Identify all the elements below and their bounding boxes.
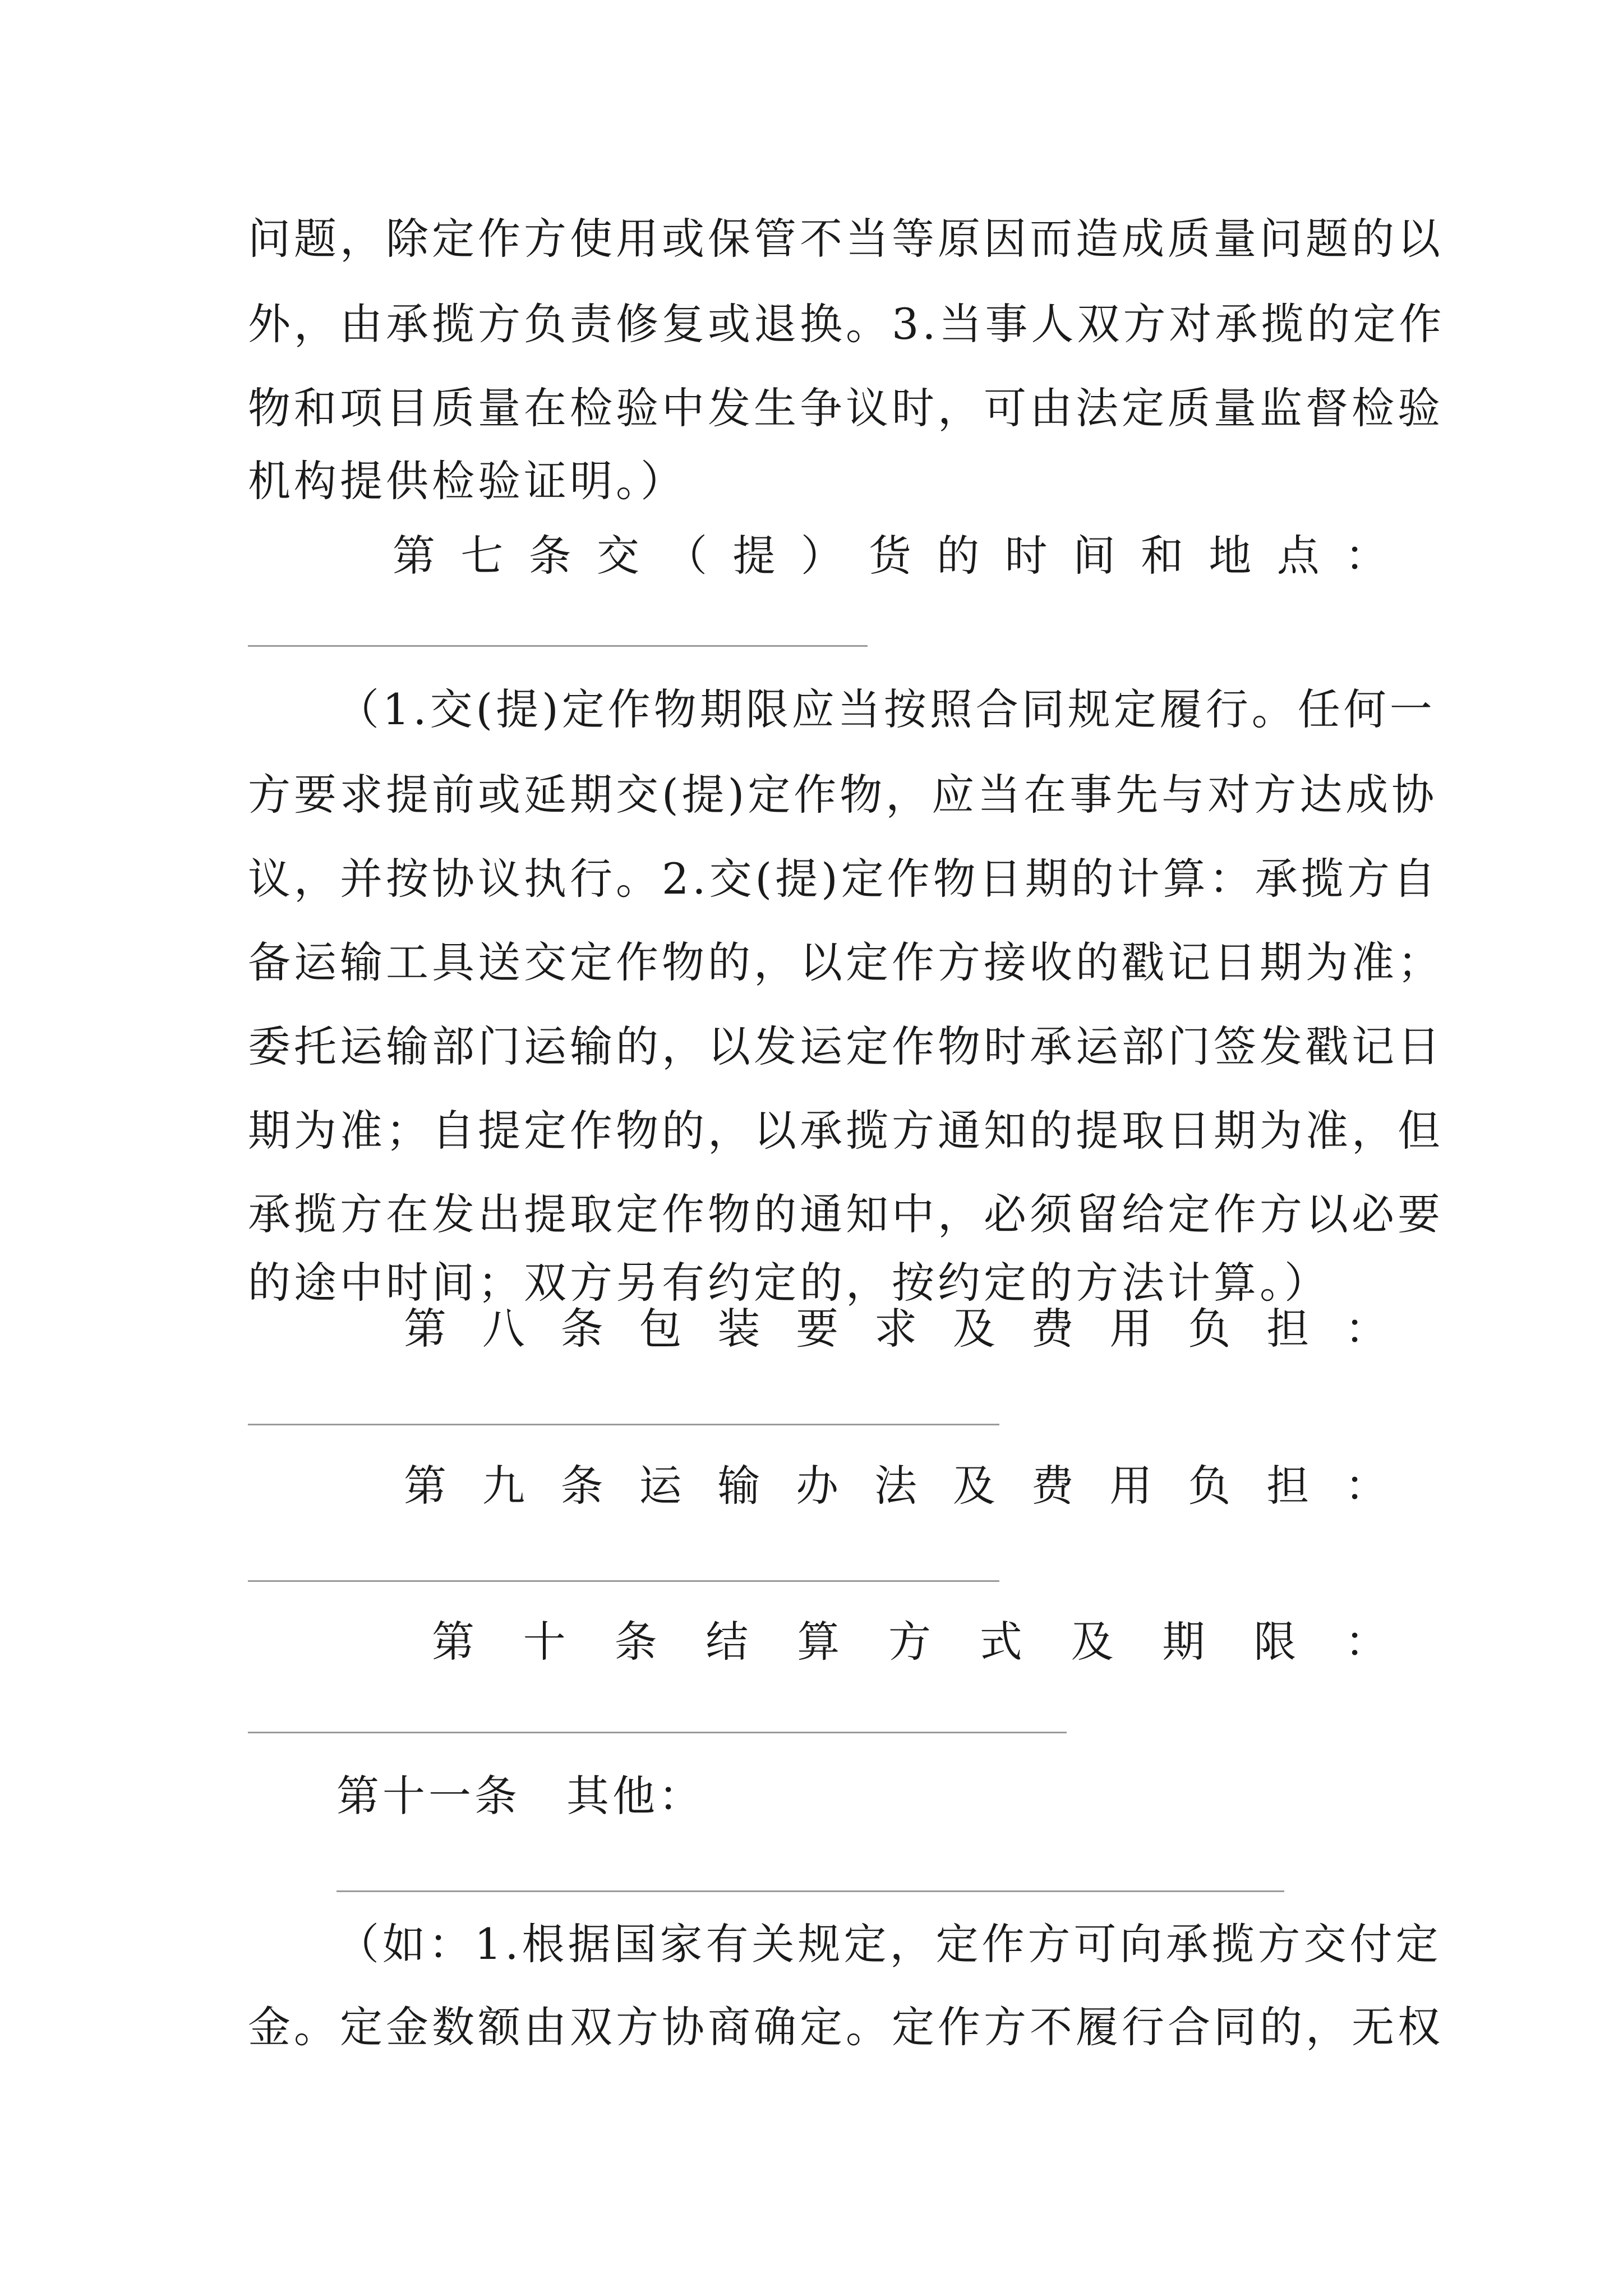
- fill-in-blank-line: [248, 1580, 999, 1582]
- fill-in-blank-line: [336, 1890, 1284, 1892]
- paragraph-line: 议，并按协议执行。2.交(提)定作物日期的计算：承揽方自: [248, 854, 1439, 904]
- fill-in-blank-line: [248, 645, 868, 647]
- paragraph-line: 金。定金数额由双方协商确定。定作方不履行合同的，无权: [248, 2002, 1444, 2052]
- paragraph-line: 承揽方在发出提取定作物的通知中，必须留给定作方以必要: [248, 1189, 1444, 1239]
- article-10-heading: 第十条结算方式及期限：: [432, 1617, 1391, 1667]
- article-7-heading: 第七条交（提）货的时间和地点：: [393, 531, 1391, 581]
- paragraph-line: 方要求提前或延期交(提)定作物，应当在事先与对方达成协: [248, 770, 1438, 820]
- paragraph-line: 问题，除定作方使用或保管不当等原因而造成质量问题的以: [248, 214, 1444, 264]
- paragraph-line: 备运输工具送交定作物的，以定作方接收的戳记日期为准；: [248, 937, 1444, 987]
- paragraph-line: 物和项目质量在检验中发生争议时，可由法定质量监督检验: [248, 383, 1444, 433]
- article-8-heading: 第八条包装要求及费用负担：: [404, 1304, 1391, 1354]
- fill-in-blank-line: [248, 1732, 1067, 1733]
- paragraph-line: 委托运输部门运输的，以发运定作物时承运部门签发戳记日: [248, 1022, 1444, 1071]
- paragraph-line: （如：1.根据国家有关规定，定作方可向承揽方交付定: [336, 1919, 1442, 1969]
- paragraph-line: 的途中时间；双方另有约定的，按约定的方法计算。）: [248, 1258, 1330, 1308]
- article-9-heading: 第九条运输办法及费用负担：: [404, 1461, 1391, 1511]
- paragraph-line: 机构提供检验证明。）: [248, 456, 686, 506]
- fill-in-blank-line: [248, 1424, 999, 1425]
- article-11-heading: 第十一条 其他：: [336, 1771, 704, 1821]
- paragraph-line: 期为准；自提定作物的，以承揽方通知的提取日期为准，但: [248, 1106, 1444, 1156]
- paragraph-line: （1.交(提)定作物期限应当按照合同规定履行。任何一: [336, 684, 1436, 734]
- paragraph-line: 外，由承揽方负责修复或退换。3.当事人双方对承揽的定作: [248, 299, 1445, 349]
